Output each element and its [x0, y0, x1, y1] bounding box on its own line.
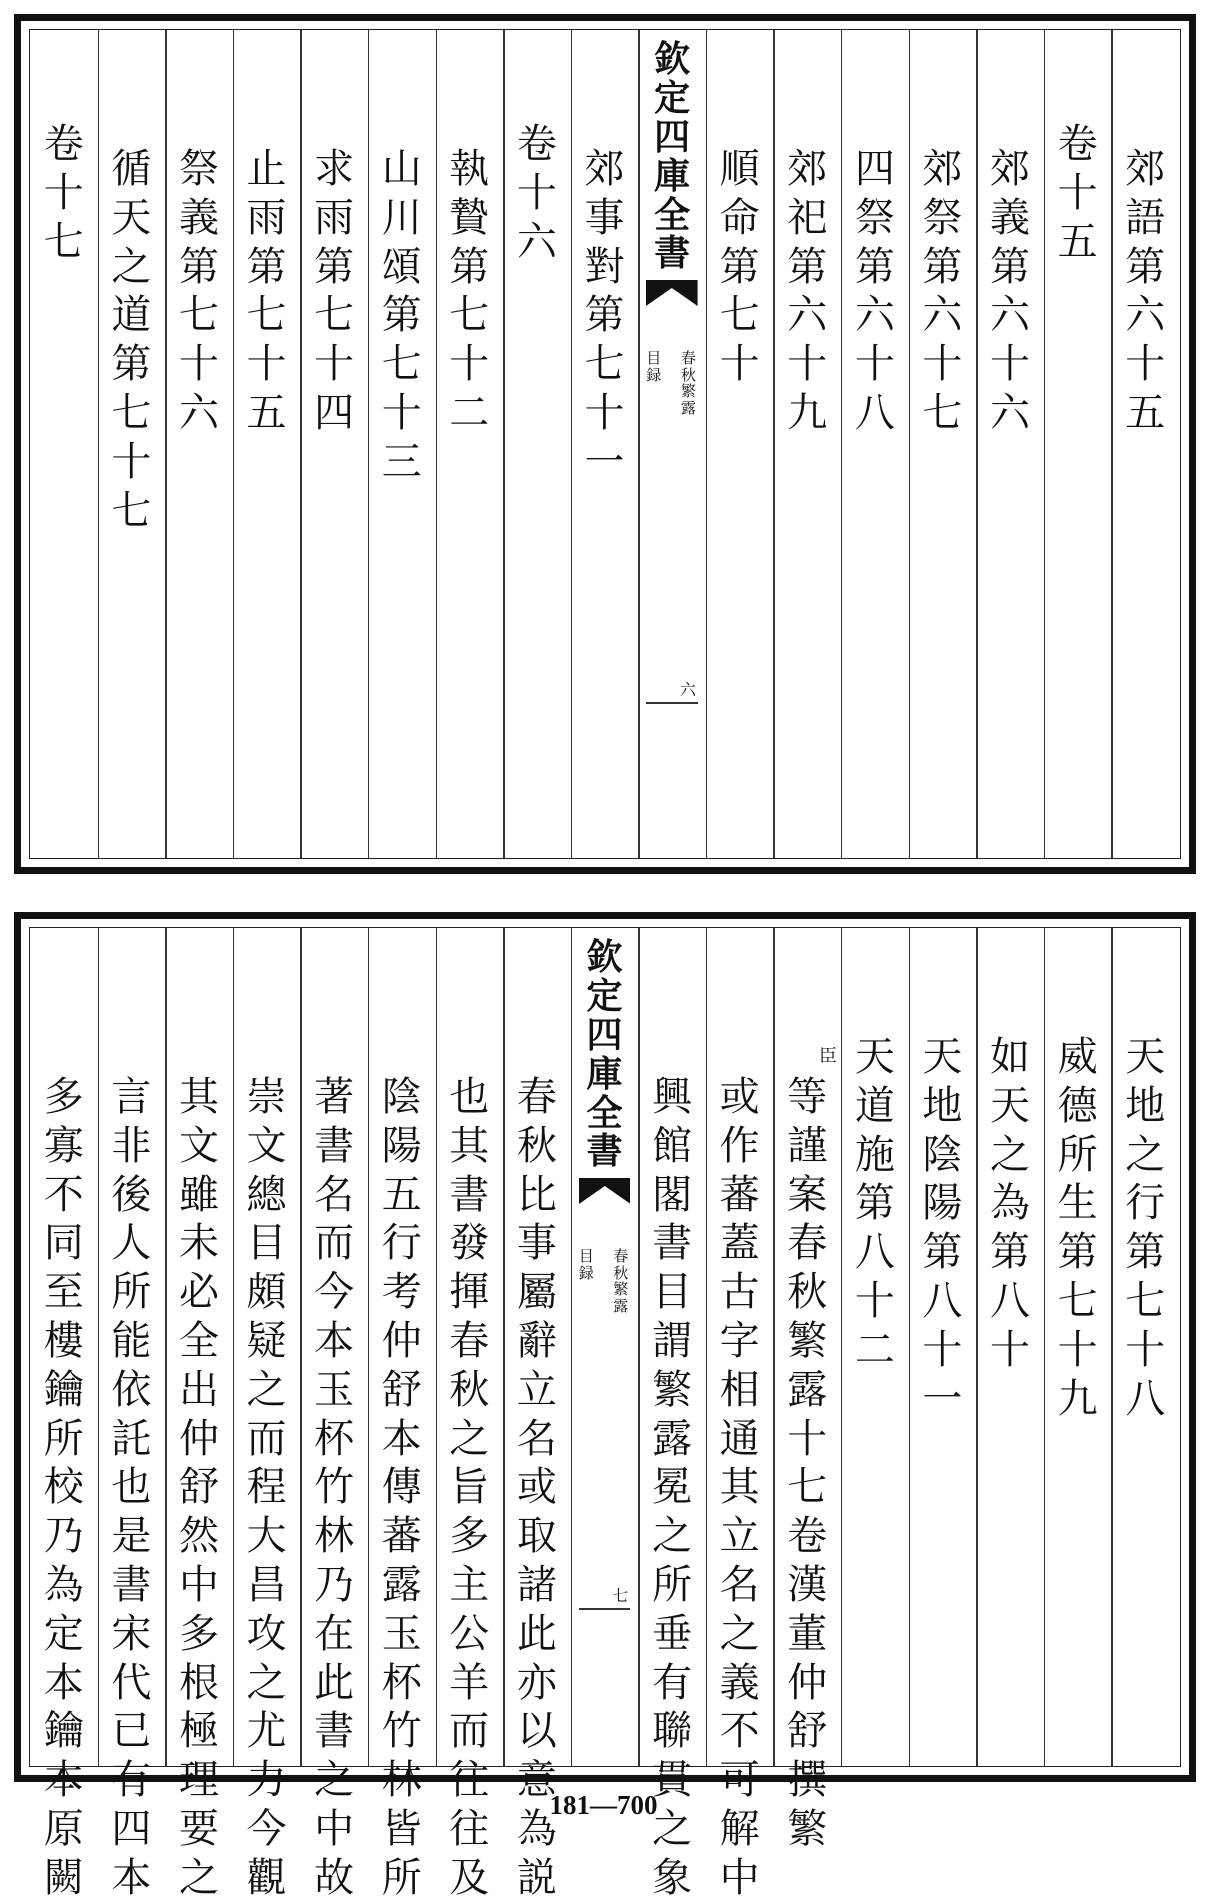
center-section-label: 目 録: [578, 1247, 594, 1282]
top-page-frame: [29, 29, 1181, 859]
text-column: 止 雨 第 七 十 五: [246, 146, 287, 436]
text-column: 郊 事 對 第 七 十 一: [584, 146, 625, 485]
center-section-label: 目 録: [646, 349, 662, 384]
fish-tail-mark-icon: [579, 1178, 631, 1204]
center-fold-panel: [638, 30, 706, 858]
text-column: 天 道 施 第 八 十 二: [854, 1034, 895, 1373]
center-title: 欽 定 四 庫 全 書: [654, 38, 691, 275]
text-column: 春 秋 比 事 屬 辭 立 名 或 取 諸 此 亦 以 意 為 説: [516, 1074, 557, 1901]
center-fold-panel: [571, 928, 639, 1766]
text-column: 執 贄 第 七 十 二: [449, 146, 490, 436]
text-column: 著 書 名 而 今 本 玉 杯 竹 林 乃 在 此 書 之 中 故: [314, 1074, 355, 1901]
text-column: 郊 義 第 六 十 六: [990, 146, 1031, 436]
text-column: 等 謹 案 春 秋 繁 露 十 七 卷 漢 董 仲 舒 撰 繁 臣: [787, 1046, 838, 1852]
text-column: 天 地 之 行 第 七 十 八: [1125, 1034, 1166, 1422]
minister-prefix: 臣: [819, 1046, 838, 1067]
text-column: 威 德 所 生 第 七 十 九: [1057, 1034, 1098, 1422]
text-column: 祭 義 第 七 十 六: [178, 146, 219, 436]
text-column: 四 祭 第 六 十 八: [854, 146, 895, 436]
text-column: 求 雨 第 七 十 四: [314, 146, 355, 436]
text-column: 山 川 頌 第 七 十 三: [381, 146, 422, 485]
text-column: 卷 十 五: [1057, 121, 1098, 265]
text-column: 卷 十 七: [43, 121, 84, 265]
text-column: 興 館 閣 書 目 謂 繁 露 冕 之 所 垂 有 聯 貫 之 象: [652, 1074, 693, 1901]
text-column: 如 天 之 為 第 八 十: [990, 1034, 1031, 1373]
text-column: 郊 語 第 六 十 五: [1125, 146, 1166, 436]
text-column: 也 其 書 發 揮 春 秋 之 旨 多 主 公 羊 而 往 往 及: [449, 1074, 490, 1901]
center-divider: [646, 702, 698, 703]
center-title: 欽 定 四 庫 全 書: [586, 936, 623, 1173]
text-column: 郊 祀 第 六 十 九: [787, 146, 828, 436]
text-column: 循 天 之 道 第 七 十 七: [111, 146, 152, 534]
text-column: 多 寡 不 同 至 樓 鑰 所 校 乃 為 定 本 鑰 本 原 闕: [43, 1074, 84, 1901]
text-column: 天 地 陰 陽 第 八 十 一: [922, 1034, 963, 1422]
fish-tail-mark-icon: [646, 280, 698, 306]
center-book-title: 春 秋 繁 露: [613, 1247, 629, 1315]
text-column: 或 作 蕃 蓋 古 字 相 通 其 立 名 之 義 不 可 解 中: [719, 1074, 760, 1901]
text-column: 郊 祭 第 六 十 七: [922, 146, 963, 436]
text-column: 言 非 後 人 所 能 依 託 也 是 書 宋 代 已 有 四 本: [111, 1074, 152, 1901]
center-divider: [579, 1608, 631, 1609]
top-page: [14, 14, 1196, 874]
text-column: 其 文 雖 未 必 全 出 仲 舒 然 中 多 根 極 理 要 之: [178, 1074, 219, 1901]
text-column: 崇 文 總 目 頗 疑 之 而 程 大 昌 攻 之 尤 力 今 觀: [246, 1074, 287, 1901]
text-column: 順 命 第 七 十: [719, 146, 760, 388]
text-column: 卷 十 六: [516, 121, 557, 265]
center-page-number: 六: [679, 680, 696, 700]
center-book-title: 春 秋 繁 露: [680, 349, 696, 417]
text-column: 陰 陽 五 行 考 仲 舒 本 傳 蕃 露 玉 杯 竹 林 皆 所: [381, 1074, 422, 1901]
center-page-number: 七: [612, 1586, 629, 1606]
page-footer-number: 181—700: [549, 1790, 658, 1820]
